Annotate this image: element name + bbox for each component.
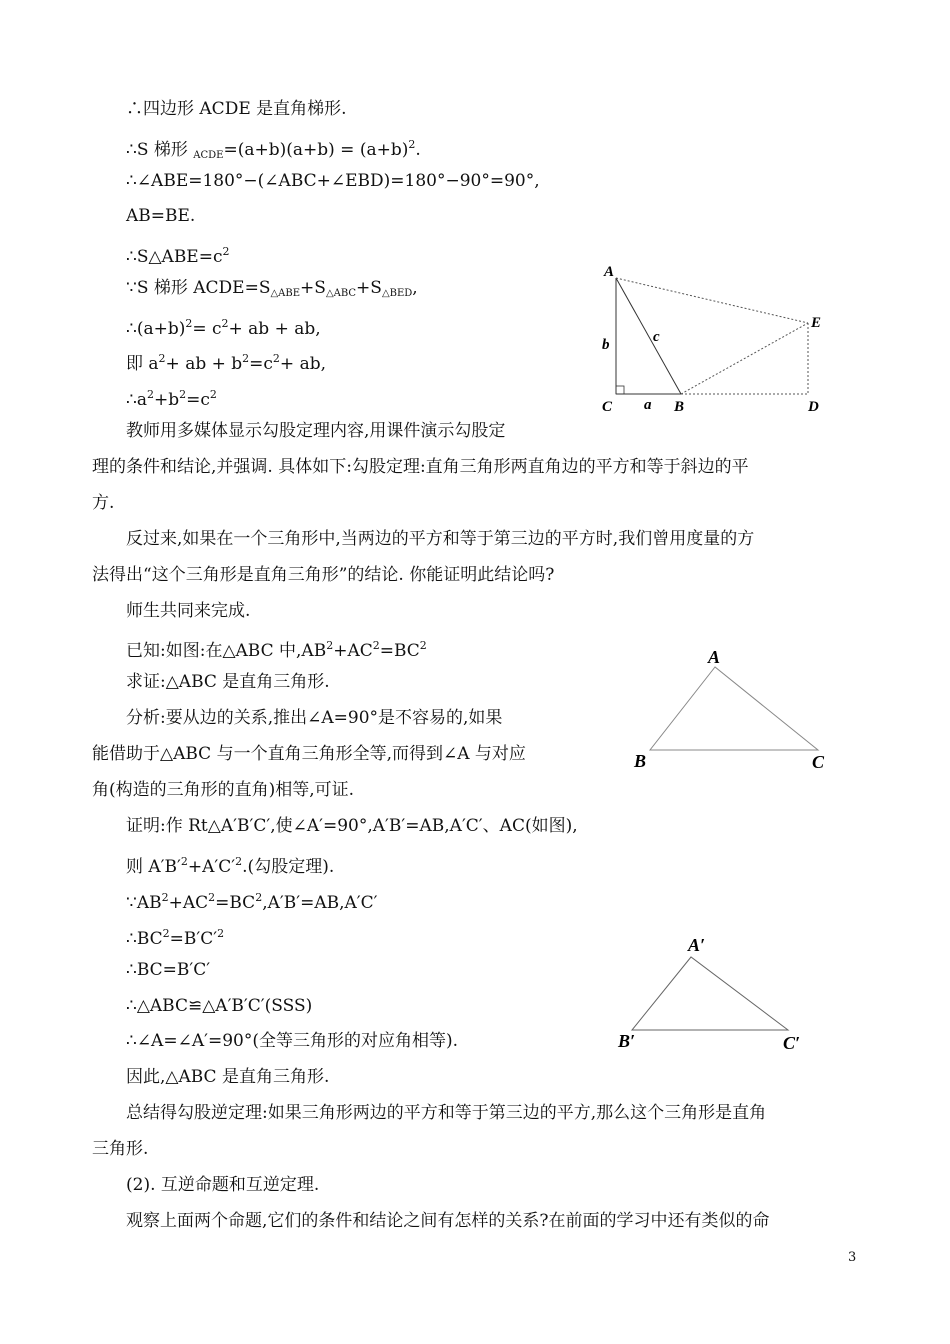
triangle-a1b1c1-figure	[610, 930, 810, 1060]
superscript: 2	[158, 352, 166, 365]
page-number: 3	[848, 1250, 857, 1265]
text-run: ,	[412, 278, 418, 298]
text-run: + ab + b	[165, 354, 243, 374]
text-run: 已知:如图:在△ABC 中,AB	[126, 641, 327, 661]
superscript: 2	[185, 317, 193, 330]
text-run: ,A′B′=AB,A′C′	[262, 893, 378, 913]
label-C: C	[812, 752, 825, 772]
text-line: 总结得勾股逆定理:如果三角形两边的平方和等于第三边的平方,那么这个三角形是直角	[126, 1103, 767, 1123]
text-line: 教师用多媒体显示勾股定理内容,用课件演示勾股定	[126, 421, 506, 441]
label-D: D	[808, 399, 819, 415]
text-line	[126, 851, 334, 878]
text-run: =c	[186, 390, 210, 410]
label-B: B	[674, 399, 685, 415]
text-line: 求证:△ABC 是直角三角形.	[126, 672, 330, 692]
text-run: + ab + ab,	[228, 319, 321, 339]
subscript: △BED	[381, 288, 413, 299]
text-line: 角(构造的三角形的直角)相等,可证.	[92, 780, 355, 800]
text-line: (2). 互逆命题和互逆定理.	[126, 1175, 320, 1195]
triangle-abc-figure	[625, 640, 840, 780]
label-A-prime: A′	[688, 935, 706, 955]
superscript: 2	[255, 891, 263, 904]
text-run: 则 A′B′	[126, 857, 181, 877]
text-line: ∴四边形 ACDE 是直角梯形.	[126, 99, 347, 119]
label-a: a	[644, 397, 652, 413]
text-line: 反过来,如果在一个三角形中,当两边的平方和等于第三边的平方时,我们曾用度量的方	[126, 529, 755, 549]
superscript: 2	[179, 388, 187, 401]
text-line: 观察上面两个命题,它们的条件和结论之间有怎样的关系?在前面的学习中还有类似的命	[126, 1211, 770, 1231]
subscript: ACDE	[193, 150, 224, 161]
superscript: 2	[208, 891, 216, 904]
text-run: ∴BC	[126, 929, 163, 949]
superscript: 2	[235, 855, 243, 868]
superscript: 2	[272, 352, 280, 365]
text-run: +A′C′	[187, 857, 236, 877]
superscript: 2	[162, 927, 170, 940]
label-B: B	[634, 751, 647, 771]
text-line: 因此,△ABC 是直角三角形.	[126, 1067, 330, 1087]
text-run: =BC	[379, 641, 420, 661]
text-line	[126, 635, 427, 662]
text-line: 证明:作 Rt△A′B′C′,使∠A′=90°,A′B′=AB,A′C′、AC(如图),	[126, 816, 578, 836]
superscript: 2	[408, 138, 416, 151]
text-line: ∴BC=B′C′	[126, 960, 211, 980]
superscript: 2	[242, 352, 250, 365]
trapezoid-figure	[590, 255, 840, 420]
text-run: + ab,	[279, 354, 326, 374]
text-line: 方.	[92, 493, 115, 513]
right-angle-mark	[616, 386, 624, 394]
text-line	[126, 923, 224, 950]
text-line: 分析:要从边的关系,推出∠A=90°是不容易的,如果	[126, 708, 503, 728]
label-b: b	[602, 337, 610, 353]
text-run: ∵S 梯形 ACDE=S	[126, 278, 271, 298]
text-run: +AC	[168, 893, 209, 913]
text-run: .(勾股定理).	[242, 857, 335, 877]
segment-AE	[616, 278, 808, 323]
subscript: △ABC	[325, 288, 357, 299]
label-A: A	[604, 264, 615, 280]
text-run: =BC	[215, 893, 256, 913]
triangle-abc	[650, 667, 818, 750]
text-run: .	[415, 140, 421, 160]
superscript: 2	[209, 388, 217, 401]
text-line: AB=BE.	[126, 206, 196, 226]
superscript: 2	[419, 639, 427, 652]
text-line: 师生共同来完成.	[126, 601, 251, 621]
text-run: 即 a	[126, 354, 159, 374]
text-line: 能借助于△ABC 与一个直角三角形全等,而得到∠A 与对应	[92, 744, 526, 764]
text-line: ∴△ABC≌△A′B′C′(SSS)	[126, 996, 313, 1016]
text-run: ∴(a+b)	[126, 319, 186, 339]
text-run: =c	[249, 354, 273, 374]
text-run: ∴S△ABE=c	[126, 247, 223, 267]
text-line	[126, 134, 421, 167]
text-line	[126, 277, 418, 305]
superscript: 2	[326, 639, 334, 652]
triangle-a1b1c1	[632, 957, 788, 1030]
text-run: =(a+b)(a+b) = (a+b)	[223, 140, 409, 160]
text-run: ∴S 梯形	[126, 140, 194, 160]
superscript: 2	[146, 388, 154, 401]
label-E: E	[811, 315, 822, 331]
segment-AB	[616, 278, 681, 394]
text-line	[126, 241, 229, 268]
text-line: ∴∠A=∠A′=90°(全等三角形的对应角相等).	[126, 1031, 459, 1051]
text-run: +b	[153, 390, 180, 410]
text-run: ∵AB	[126, 893, 162, 913]
text-line: ∴∠ABE=180°−(∠ABC+∠EBD)=180°−90°=90°,	[126, 171, 540, 191]
superscript: 2	[180, 855, 188, 868]
text-line	[126, 384, 217, 411]
text-run: =B′C′	[169, 929, 218, 949]
label-C: C	[602, 399, 613, 415]
text-line: 理的条件和结论,并强调. 具体如下:勾股定理:直角三角形两直角边的平方和等于斜边的平	[92, 457, 749, 477]
superscript: 2	[217, 927, 225, 940]
label-B-prime: B′	[618, 1031, 636, 1051]
superscript: 2	[222, 245, 230, 258]
superscript: 2	[372, 639, 380, 652]
text-line	[126, 348, 326, 375]
text-run: = c	[192, 319, 222, 339]
text-run: ∴a	[126, 390, 147, 410]
text-run: +S	[300, 278, 326, 298]
subscript: △ABE	[270, 288, 301, 299]
text-line	[126, 313, 321, 340]
label-c: c	[653, 329, 660, 345]
text-run: +AC	[333, 641, 373, 661]
text-line: 三角形.	[92, 1139, 149, 1159]
label-A: A	[708, 647, 721, 667]
segment-BE	[681, 323, 808, 394]
text-run: +S	[356, 278, 382, 298]
label-C-prime: C′	[783, 1033, 801, 1053]
superscript: 2	[221, 317, 229, 330]
text-line: 法得出“这个三角形是直角三角形”的结论. 你能证明此结论吗?	[92, 565, 555, 585]
text-line	[126, 887, 378, 914]
superscript: 2	[161, 891, 169, 904]
